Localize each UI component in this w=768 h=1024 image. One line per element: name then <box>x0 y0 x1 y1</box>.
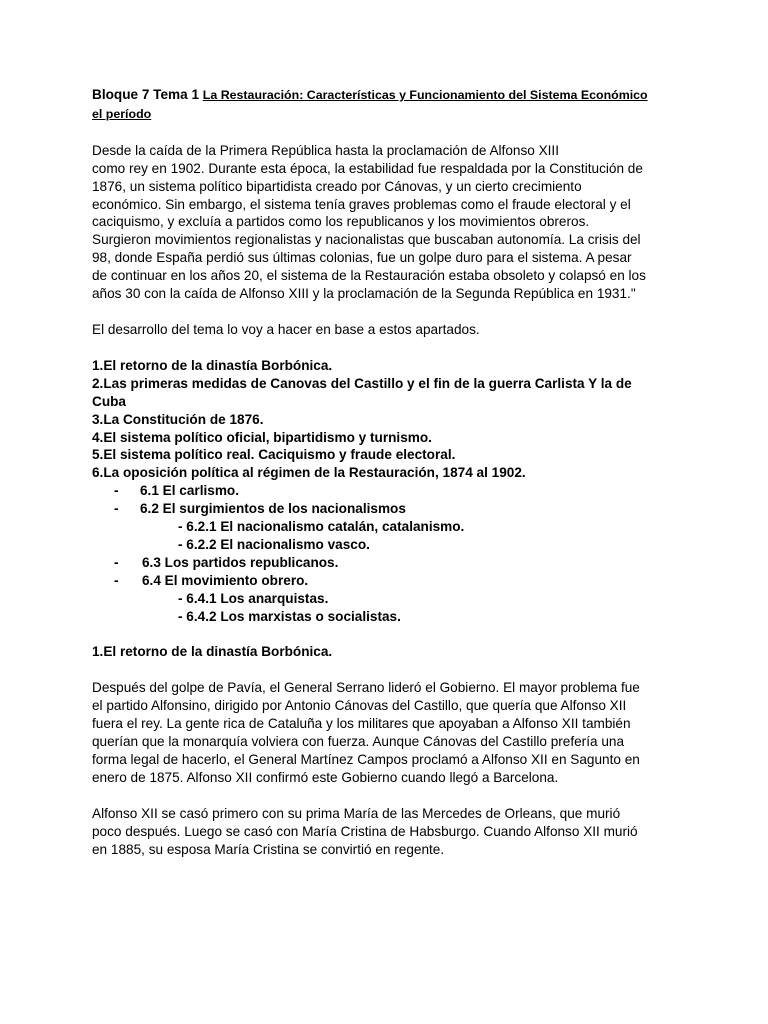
paragraph-line: Después del golpe de Pavía, el General Serrano lideró el Gobierno. El mayor problema fue <box>92 680 640 696</box>
intro-line: caciquismo, y excluía a partidos como los republicanos y los movimientos obreros. <box>92 214 590 230</box>
outline-subitem-label: 6.1 El carlismo. <box>140 483 239 499</box>
intro-line: Desde la caída de la Primera República hasta la proclamación de Alfonso XIII <box>92 142 559 158</box>
outline-item: 6.La oposición política al régimen de la Restauración, 1874 al 1902. <box>92 465 526 481</box>
outline-subitem <box>92 482 682 500</box>
section-paragraph-1 <box>92 679 682 786</box>
outline-subsubitem: - 6.4.1 Los anarquistas. <box>178 590 329 606</box>
document-title <box>92 86 682 105</box>
paragraph-line: en 1885, su esposa María Cristina se convirtió en regente. <box>92 841 445 857</box>
intro-line: Surgieron movimientos regionalistas y nacionalistas que buscaban autonomía. La crisis del <box>92 232 641 248</box>
outline-item: 3.La Constitución de 1876. <box>92 411 264 427</box>
title-link-cont[interactable]: el período <box>92 106 152 121</box>
paragraph-line: enero de 1875. Alfonso XII confirmó este Gobierno cuando llegó a Barcelona. <box>92 769 559 785</box>
outline-list <box>92 357 682 626</box>
paragraph-line: el partido Alfonsino, dirigido por Antonio Cánovas del Castillo, que quería que Alfonso XII <box>92 698 627 714</box>
title-link[interactable]: La Restauración: Características y Funcionamiento del Sistema Económico <box>202 88 648 102</box>
outline-subitem <box>92 500 682 518</box>
intro-line: 98, donde España perdió sus últimas colonias, fue un golpe duro para el sistema. A pesar <box>92 250 632 266</box>
intro-line: económico. Sin embargo, el sistema tenía graves problemas como el fraude electoral y el <box>92 196 631 212</box>
paragraph-line: forma legal de hacerlo, el General Martínez Campos proclamó a Alfonso XII en Sagunto en <box>92 752 640 767</box>
spacer <box>92 339 682 357</box>
outline-item: 1.El retorno de la dinastía Borbónica. <box>92 357 333 373</box>
intro-line: 1876, un sistema político bipartidista creado por Cánovas, y un cierto crecimiento <box>92 178 582 194</box>
outline-item: 4.El sistema político oficial, bipartidismo y turnismo. <box>92 429 432 445</box>
dash-bullet: - <box>114 501 119 517</box>
spacer <box>92 124 682 142</box>
intro-line: años 30 con la caída de Alfonso XIII y la proclamación de la Segunda República en 1931." <box>92 286 636 302</box>
outline-subitem-label: 6.4 El movimiento obrero. <box>142 572 309 588</box>
outline-subsubitem: - 6.2.1 El nacionalismo catalán, catalanismo. <box>178 519 465 535</box>
paragraph-line: poco después. Luego se casó con María Cristina de Habsburgo. Cuando Alfonso XII murió <box>92 823 638 839</box>
document-title-cont <box>92 105 682 124</box>
spacer <box>92 303 682 321</box>
title-prefix: Bloque 7 Tema 1 <box>92 87 203 102</box>
spacer <box>92 625 682 643</box>
spacer <box>92 661 682 679</box>
outline-item: Cuba <box>92 393 126 409</box>
paragraph-line: querían que la monarquía volviera con fuerza. Aunque Cánovas del Castillo prefería una <box>92 734 625 750</box>
plan-sentence: El desarrollo del tema lo voy a hacer en base a estos apartados. <box>92 321 480 337</box>
dash-bullet: - <box>114 554 119 570</box>
dash-bullet: - <box>114 572 119 588</box>
outline-item: 2.Las primeras medidas de Canovas del Castillo y el fin de la guerra Carlista Y la de <box>92 375 632 391</box>
outline-subitem <box>92 554 682 572</box>
dash-bullet: - <box>114 483 119 499</box>
intro-paragraph <box>92 142 682 303</box>
outline-subitem-label: 6.3 Los partidos republicanos. <box>142 554 339 570</box>
paragraph-line: Alfonso XII se casó primero con su prima María de las Mercedes de Orleans, que murió <box>92 805 621 821</box>
outline-subitem-label: 6.2 El surgimientos de los nacionalismos <box>140 501 406 517</box>
intro-line: de continuar en los años 20, el sistema de la Restauración estaba obsoleto y colapsó en los <box>92 268 646 284</box>
outline-subsubitem: - 6.4.2 Los marxistas o socialistas. <box>178 608 401 624</box>
document-page <box>92 86 682 859</box>
spacer <box>92 787 682 805</box>
section-heading: 1.El retorno de la dinastía Borbónica. <box>92 644 333 660</box>
outline-subsubitem: - 6.2.2 El nacionalismo vasco. <box>178 536 370 552</box>
intro-line: como rey en 1902. Durante esta época, la estabilidad fue respaldada por la Constitución de <box>92 160 643 176</box>
section-paragraph-2 <box>92 805 682 859</box>
paragraph-line: fuera el rey. La gente rica de Cataluña y los militares que apoyaban a Alfonso XII también <box>92 716 631 732</box>
outline-item: 5.El sistema político real. Caciquismo y fraude electoral. <box>92 447 456 463</box>
outline-subitem <box>92 572 682 590</box>
